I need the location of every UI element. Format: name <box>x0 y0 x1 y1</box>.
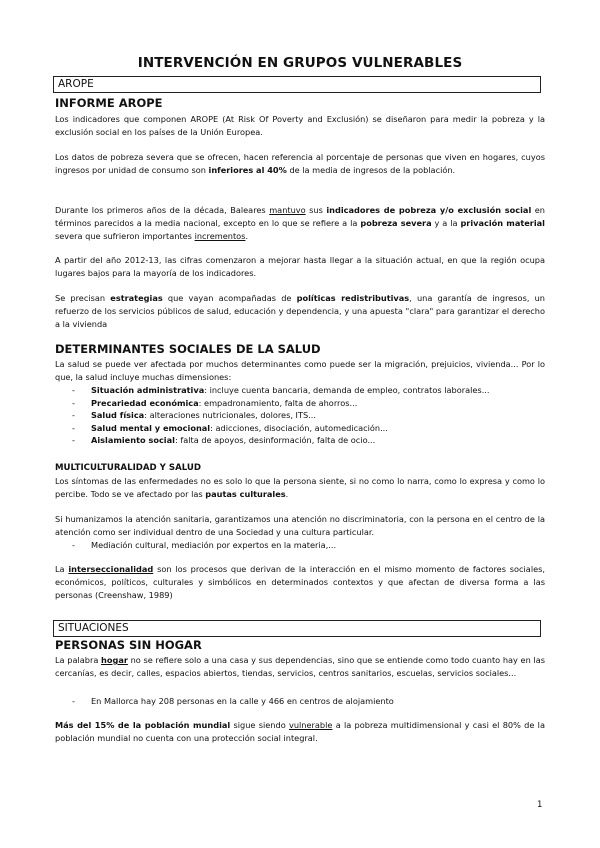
paragraph-arope-definition: Los indicadores que componen AROPE (At Risk Of Poverty and Exclusión) se diseñaron para medir la pobreza y la exclusión social en los países de la Unión Europea. <box>55 114 545 137</box>
paragraph-estrategias: Se precisan estrategias que vayan acompañadas de políticas redistributivas, una garantía de ingresos, un refuerzo de los servicios públicos de salud, educación y dependencia, y una apuesta "clara" para garantizar el derecho a la vivienda <box>55 293 545 329</box>
heading-multiculturalidad: MULTICULTURALIDAD Y SALUD <box>55 463 202 473</box>
section-label-situaciones: SITUACIONES <box>58 622 129 634</box>
paragraph-baleares: Durante los primeros años de la década, Baleares mantuvo sus indicadores de pobreza y/o exclusión social en términos parecidos a la media nacional, excepto en lo que se refiere a la pobreza severa y a la privación material severa que sufrieron importantes incrementos. <box>55 205 545 241</box>
list-item: - Precariedad económica: empadronamiento, falta de ahorros... <box>72 397 542 410</box>
paragraph-hogar: La palabra hogar no se refiere solo a una casa y sus dependencias, sino que se entiende como todo cuanto hay en las cercanías, es decir, calles, espacios abiertos, tiendas, servicios, centros sanitarios, escuelas, servicios sociales... <box>55 655 545 678</box>
paragraph-pobreza-severa: Los datos de pobreza severa que se ofrecen, hacen referencia al porcentaje de personas que viven en hogares, cuyos ingresos por unidad de consumo son inferiores al 40% de la media de ingresos de la población. <box>55 152 545 175</box>
list-item: - Aislamiento social: falta de apoyos, desinformación, falta de ocio... <box>72 434 542 447</box>
heading-informe-arope: INFORME AROPE <box>55 96 163 110</box>
heading-personas-sin-hogar: PERSONAS SIN HOGAR <box>55 638 202 652</box>
heading-determinantes: DETERMINANTES SOCIALES DE LA SALUD <box>55 342 321 356</box>
document-title: INTERVENCIÓN EN GRUPOS VULNERABLES <box>137 55 463 71</box>
section-box-arope <box>53 76 541 93</box>
paragraph-poblacion-mundial: Más del 15% de la población mundial sigue siendo vulnerable a la pobreza multidimensional y casi el 80% de la población mundial no cuenta con una protección social integral. <box>55 720 545 743</box>
paragraph-determinantes-intro: La salud se puede ver afectada por muchos determinantes como puede ser la migración, prejuicios, vivienda... Por lo que, la salud incluye muchas dimensiones: <box>55 359 545 382</box>
list-item: - Mediación cultural, mediación por expertos en la materia,... <box>72 539 542 552</box>
section-label-arope: AROPE <box>58 78 94 90</box>
section-box-situaciones <box>53 620 541 637</box>
list-mediacion <box>72 539 542 552</box>
list-dimensiones <box>72 384 542 447</box>
list-mallorca <box>72 695 542 708</box>
list-item: - Situación administrativa: incluye cuenta bancaria, demanda de empleo, contratos laborales... <box>72 384 542 397</box>
page-number: 1 <box>537 800 543 810</box>
paragraph-sintomas: Los síntomas de las enfermedades no es solo lo que la persona siente, si no como lo narra, como lo expresa y como lo percibe. Todo se ve afectado por las pautas culturales. <box>55 476 545 499</box>
list-item: - Salud física: alteraciones nutricionales, dolores, ITS... <box>72 409 542 422</box>
list-item: - En Mallorca hay 208 personas en la calle y 466 en centros de alojamiento <box>72 695 542 708</box>
paragraph-2012-13: A partir del año 2012-13, las cifras comenzaron a mejorar hasta llegar a la situación actual, en que la región ocupa lugares bajos para la mayoría de los indicadores. <box>55 255 545 278</box>
paragraph-interseccionalidad: La interseccionalidad son los procesos que derivan de la interacción en el mismo momento de factores sociales, económicos, políticos, culturales y simbólicos en determinados contextos y que afectan de diversa forma a las personas (Creenshaw, 1989) <box>55 564 546 600</box>
paragraph-humanizamos: Si humanizamos la atención sanitaria, garantizamos una atención no discriminatoria, con la persona en el centro de la atención como ser individual dentro de una Sociedad y una cultura particular. <box>55 514 545 537</box>
list-item: - Salud mental y emocional: adicciones, disociación, automedicación... <box>72 422 542 435</box>
